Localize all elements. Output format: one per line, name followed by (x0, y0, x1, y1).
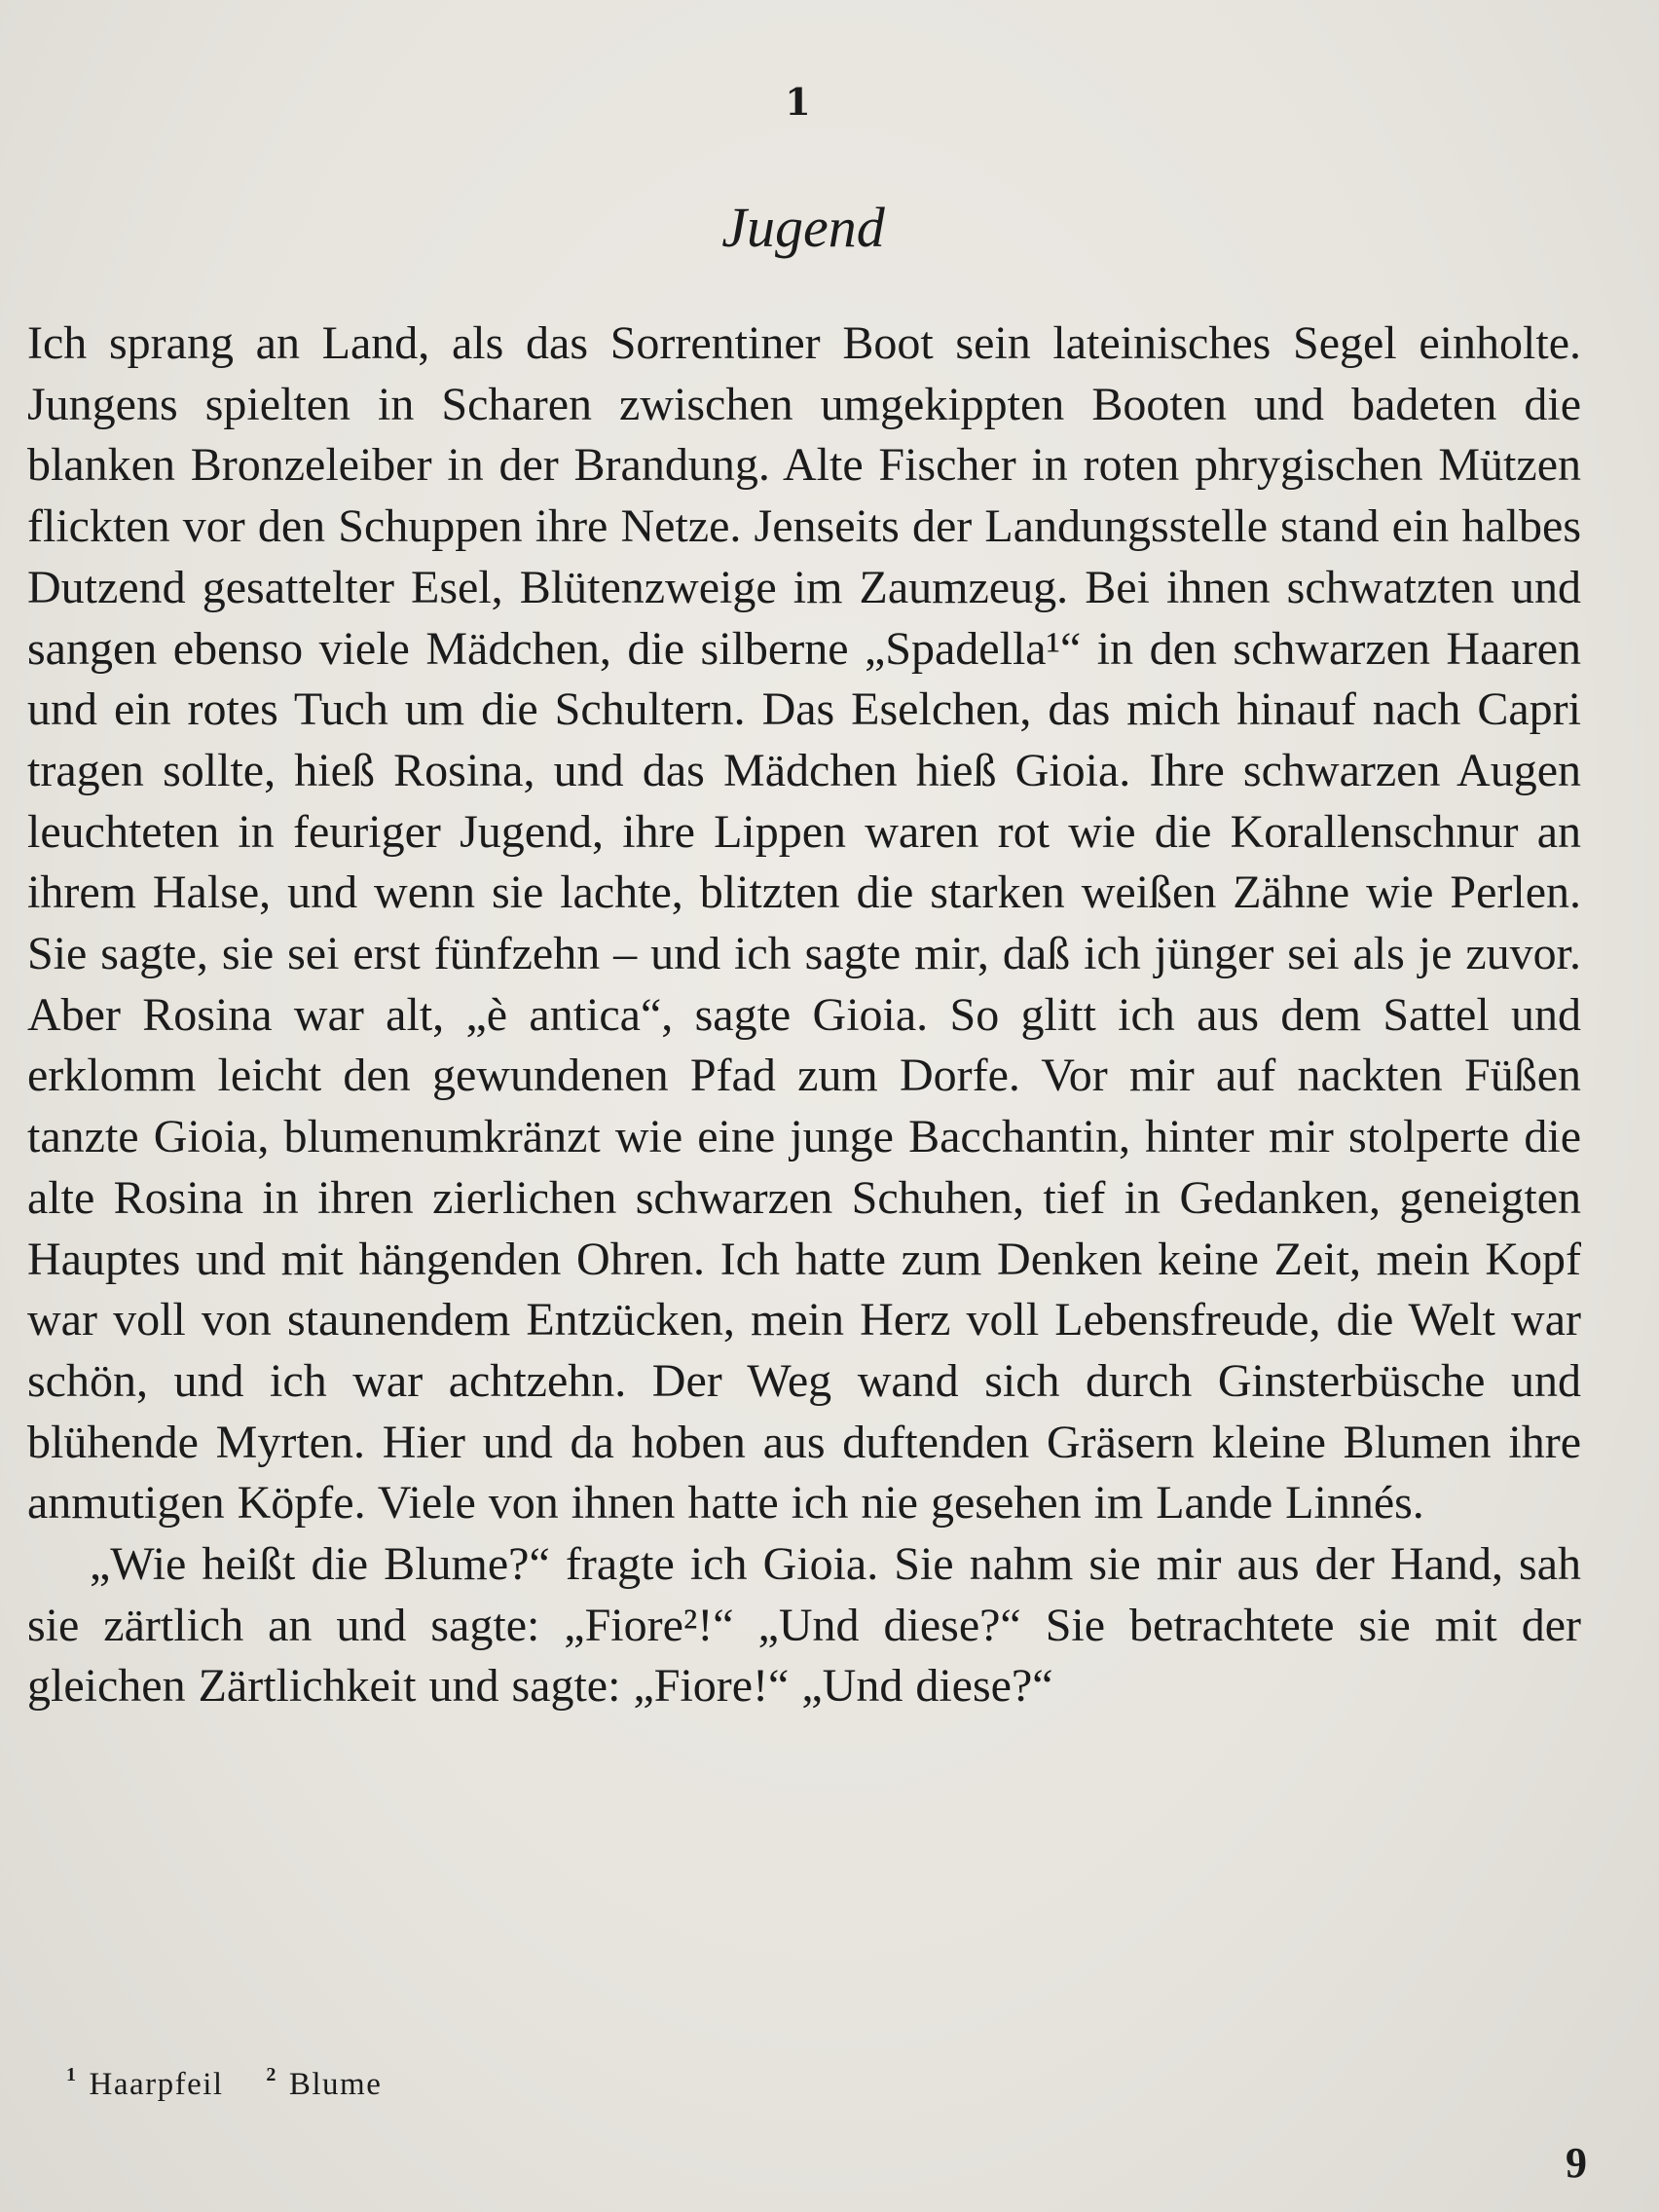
paragraph: „Wie heißt die Blume?“ fragte ich Gioia. Sie nahm sie mir aus der Hand, sah sie zärtlich an und sagte: „Fiore²!“ „Und diese?“ Sie betrachtete sie mit der gleichen Zärtlichkeit und sagte: „Fiore!“ „Und diese?“ (27, 1538, 1581, 1713)
footnotes (66, 2064, 415, 2103)
chapter-title: Jugend (721, 196, 885, 259)
body-text (27, 313, 1581, 1717)
footnote-text: Blume (288, 2067, 383, 2102)
footnote-marker: 1 (66, 2064, 78, 2085)
chapter-number: 1 (785, 80, 812, 124)
footnote-2 (266, 2064, 383, 2102)
footnote-marker: 2 (266, 2064, 277, 2085)
footnote-1 (66, 2064, 224, 2102)
paragraph: Ich sprang an Land, als das Sorrentiner Boot sein lateinisches Segel einholte. Jungens spielten in Scharen zwischen umgekippten Booten und badeten die blanken Bronzeleiber in der Brandung. Alte Fischer in roten phrygischen Mützen flickten vor den Schuppen ihre Netze. Jenseits der Landungsstelle stand ein halbes Dutzend gesattelter Esel, Blütenzweige im Zaumzeug. Bei ihnen schwatzten und sangen ebenso viele Mädchen, die silberne „Spadella¹“ in den schwarzen Haaren und ein rotes Tuch um die Schultern. Das Eselchen, das mich hinauf nach Capri tragen sollte, hieß Rosina, und das Mädchen hieß Gioia. Ihre schwarzen Augen leuchteten in feuriger Jugend, ihre Lippen waren rot wie die Korallenschnur an ihrem Halse, und wenn sie lachte, blitzten die starken weißen Zähne wie Perlen. Sie sagte, sie sei erst fünfzehn – und ich sagte mir, daß ich jünger sei als je zuvor. Aber Rosina war alt, „è antica“, sagte Gioia. So glitt ich aus dem Sattel und erklomm leicht den gewundenen Pfad zum Dorfe. Vor mir auf nackten Füßen tanzte Gioia, blumenumkränzt wie eine junge Bacchantin, hinter mir stolperte die alte Rosina in ihren zierlichen schwarzen Schuhen, tief in Gedanken, geneigten Hauptes und mit hängenden Ohren. Ich hatte zum Denken keine Zeit, mein Kopf war voll von staunendem Entzücken, mein Herz voll Lebensfreude, die Welt war schön, und ich war achtzehn. Der Weg wand sich durch Ginsterbüsche und blühende Myrten. Hier und da hoben aus duftenden Gräsern kleine Blumen ihre anmutigen Köpfe. Viele von ihnen hatte ich nie gesehen im Lande Linnés. (27, 317, 1581, 1530)
page-number: 9 (1566, 2139, 1587, 2187)
footnote-text: Haarpfeil (89, 2067, 224, 2102)
